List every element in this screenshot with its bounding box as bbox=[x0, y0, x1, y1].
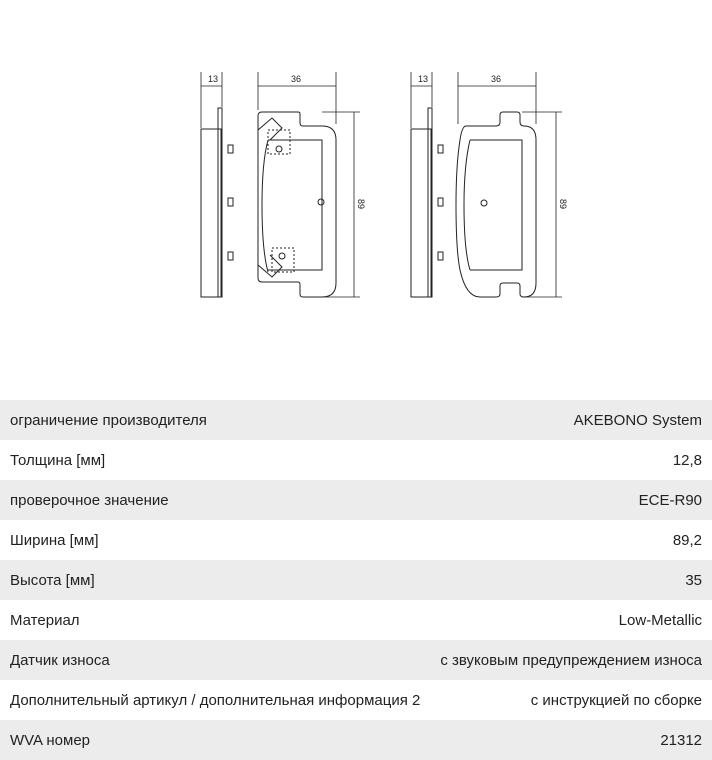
spec-label: ограничение производителя bbox=[0, 400, 430, 440]
spec-label: Дополнительный артикул / дополнительная информация 2 bbox=[0, 680, 430, 720]
spec-label: проверочное значение bbox=[0, 480, 430, 520]
left-pad-front-view bbox=[258, 112, 336, 297]
spec-value: ECE-R90 bbox=[430, 480, 712, 520]
spec-value: Low-Metallic bbox=[430, 600, 712, 640]
table-row bbox=[0, 440, 712, 480]
right-width-label: 36 bbox=[491, 74, 502, 84]
table-row bbox=[0, 520, 712, 560]
spec-label: Высота [мм] bbox=[0, 560, 430, 600]
table-row bbox=[0, 640, 712, 680]
spec-label: Толщина [мм] bbox=[0, 440, 430, 480]
table-row bbox=[0, 680, 712, 720]
spec-label: Датчик износа bbox=[0, 640, 430, 680]
spec-value: 35 bbox=[430, 560, 712, 600]
left-height-label: 89 bbox=[356, 199, 366, 210]
table-row bbox=[0, 480, 712, 520]
spec-value: с инструкцией по сборке bbox=[430, 680, 712, 720]
left-width-label: 36 bbox=[291, 74, 302, 84]
left-pad-side-view bbox=[201, 108, 233, 297]
left-height-dimension bbox=[322, 112, 360, 297]
left-thickness-label: 13 bbox=[208, 74, 219, 84]
spec-value: 12,8 bbox=[430, 440, 712, 480]
table-row bbox=[0, 720, 712, 760]
spec-table bbox=[0, 400, 712, 760]
spec-label: Материал bbox=[0, 600, 430, 640]
spec-label: WVA номер bbox=[0, 720, 430, 760]
right-thickness-label: 13 bbox=[418, 74, 429, 84]
right-pad-front-view bbox=[456, 112, 536, 297]
spec-value: 89,2 bbox=[430, 520, 712, 560]
spec-value: AKEBONO System bbox=[430, 400, 712, 440]
spec-label: Ширина [мм] bbox=[0, 520, 430, 560]
right-pad-side-view bbox=[411, 108, 443, 297]
table-row bbox=[0, 560, 712, 600]
spec-value: с звуковым предупреждением износа bbox=[430, 640, 712, 680]
spec-value: 21312 bbox=[430, 720, 712, 760]
right-height-dimension bbox=[522, 112, 562, 297]
table-row bbox=[0, 600, 712, 640]
right-height-label: 89 bbox=[558, 199, 568, 210]
table-row bbox=[0, 400, 712, 440]
